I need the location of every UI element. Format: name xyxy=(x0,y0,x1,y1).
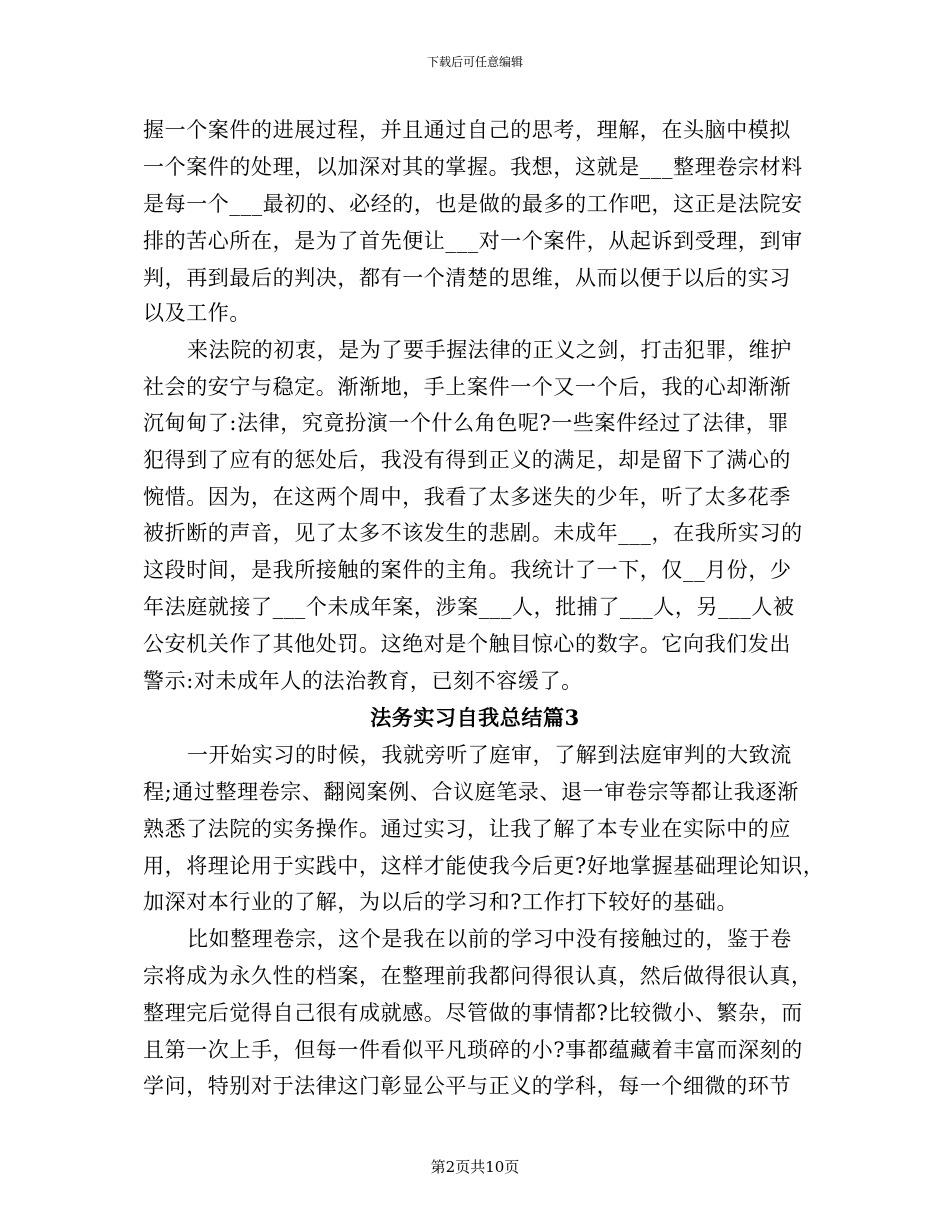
body-line: 警示:对未成年人的法治教育，已刻不容缓了。 xyxy=(143,669,583,693)
body-line: 熟悉了法院的实务操作。通过实习，让我了解了本专业在实际中的应 xyxy=(143,817,791,841)
body-line: 学问，特别对于法律这门彰显公平与正义的学科，每一个细微的环节 xyxy=(143,1074,791,1098)
section-title: 法务实习自我总结篇3 xyxy=(370,705,580,730)
body-line: 程;通过整理卷宗、翻阅案例、合议庭笔录、退一审卷宗等都让我逐渐 xyxy=(143,780,799,804)
body-line: 来法院的初衷，是为了要手握法律的正义之剑，打击犯罪，维护 xyxy=(187,338,792,362)
body-line: 用，将理论用于实践中，这样才能使我今后更?好地掌握基础理论知识， xyxy=(143,854,825,878)
body-line: 加深对本行业的了解，为以后的学习和?工作打下较好的基础。 xyxy=(143,890,739,914)
body-line: 一开始实习的时候，我就旁听了庭审，了解到法庭审判的大致流 xyxy=(187,743,792,767)
body-line: 年法庭就接了___个未成年案，涉案___人，批捕了___人，另___人被 xyxy=(143,595,795,619)
body-line: 这段时间，是我所接触的案件的主角。我统计了一下，仅__月份，少 xyxy=(143,558,792,582)
body-line: 是每一个___最初的、必经的，也是做的最多的工作吧，这正是法院安 xyxy=(143,192,803,216)
body-line: 握一个案件的进展过程，并且通过自己的思考，理解，在头脑中模拟 xyxy=(143,118,791,142)
body-line: 沉甸甸了:法律，究竟扮演一个什么角色呢?一些案件经过了法律，罪 xyxy=(143,411,789,435)
page-footer: 第2页共10页 xyxy=(430,1158,520,1176)
body-line: 被折断的声音，见了太多不该发生的悲剧。未成年___，在我所实习的 xyxy=(143,521,803,545)
body-line: 比如整理卷宗，这个是我在以前的学习中没有接触过的，鉴于卷 xyxy=(187,927,792,951)
body-line: 以及工作。 xyxy=(143,301,251,325)
body-line: 宗将成为永久性的档案，在整理前我都问得很认真，然后做得很认真， xyxy=(143,964,813,988)
body-line: 一个案件的处理，以加深对其的掌握。我想，这就是___整理卷宗材料 xyxy=(143,155,803,179)
body-line: 判，再到最后的判决，都有一个清楚的思维，从而以便于以后的实习 xyxy=(143,266,791,290)
body-line: 公安机关作了其他处罚。这绝对是个触目惊心的数字。它向我们发出 xyxy=(143,632,791,656)
body-line: 且第一次上手，但每一件看似平凡琐碎的小?事都蕴藏着丰富而深刻的 xyxy=(143,1038,803,1062)
body-line: 惋惜。因为，在这两个周中，我看了太多迷失的少年，听了太多花季 xyxy=(143,485,791,509)
page-header: 下载后可任意编辑 xyxy=(426,55,523,69)
body-line: 社会的安宁与稳定。渐渐地，手上案件一个又一个后，我的心却渐渐 xyxy=(143,375,791,399)
body-line: 排的苦心所在，是为了首先便让___对一个案件，从起诉到受理，到审 xyxy=(143,229,803,253)
body-line: 整理完后觉得自己很有成就感。尽管做的事情都?比较微小、繁杂，而 xyxy=(143,1001,803,1025)
body-line: 犯得到了应有的惩处后，我没有得到正义的满足，却是留下了满心的 xyxy=(143,448,791,472)
